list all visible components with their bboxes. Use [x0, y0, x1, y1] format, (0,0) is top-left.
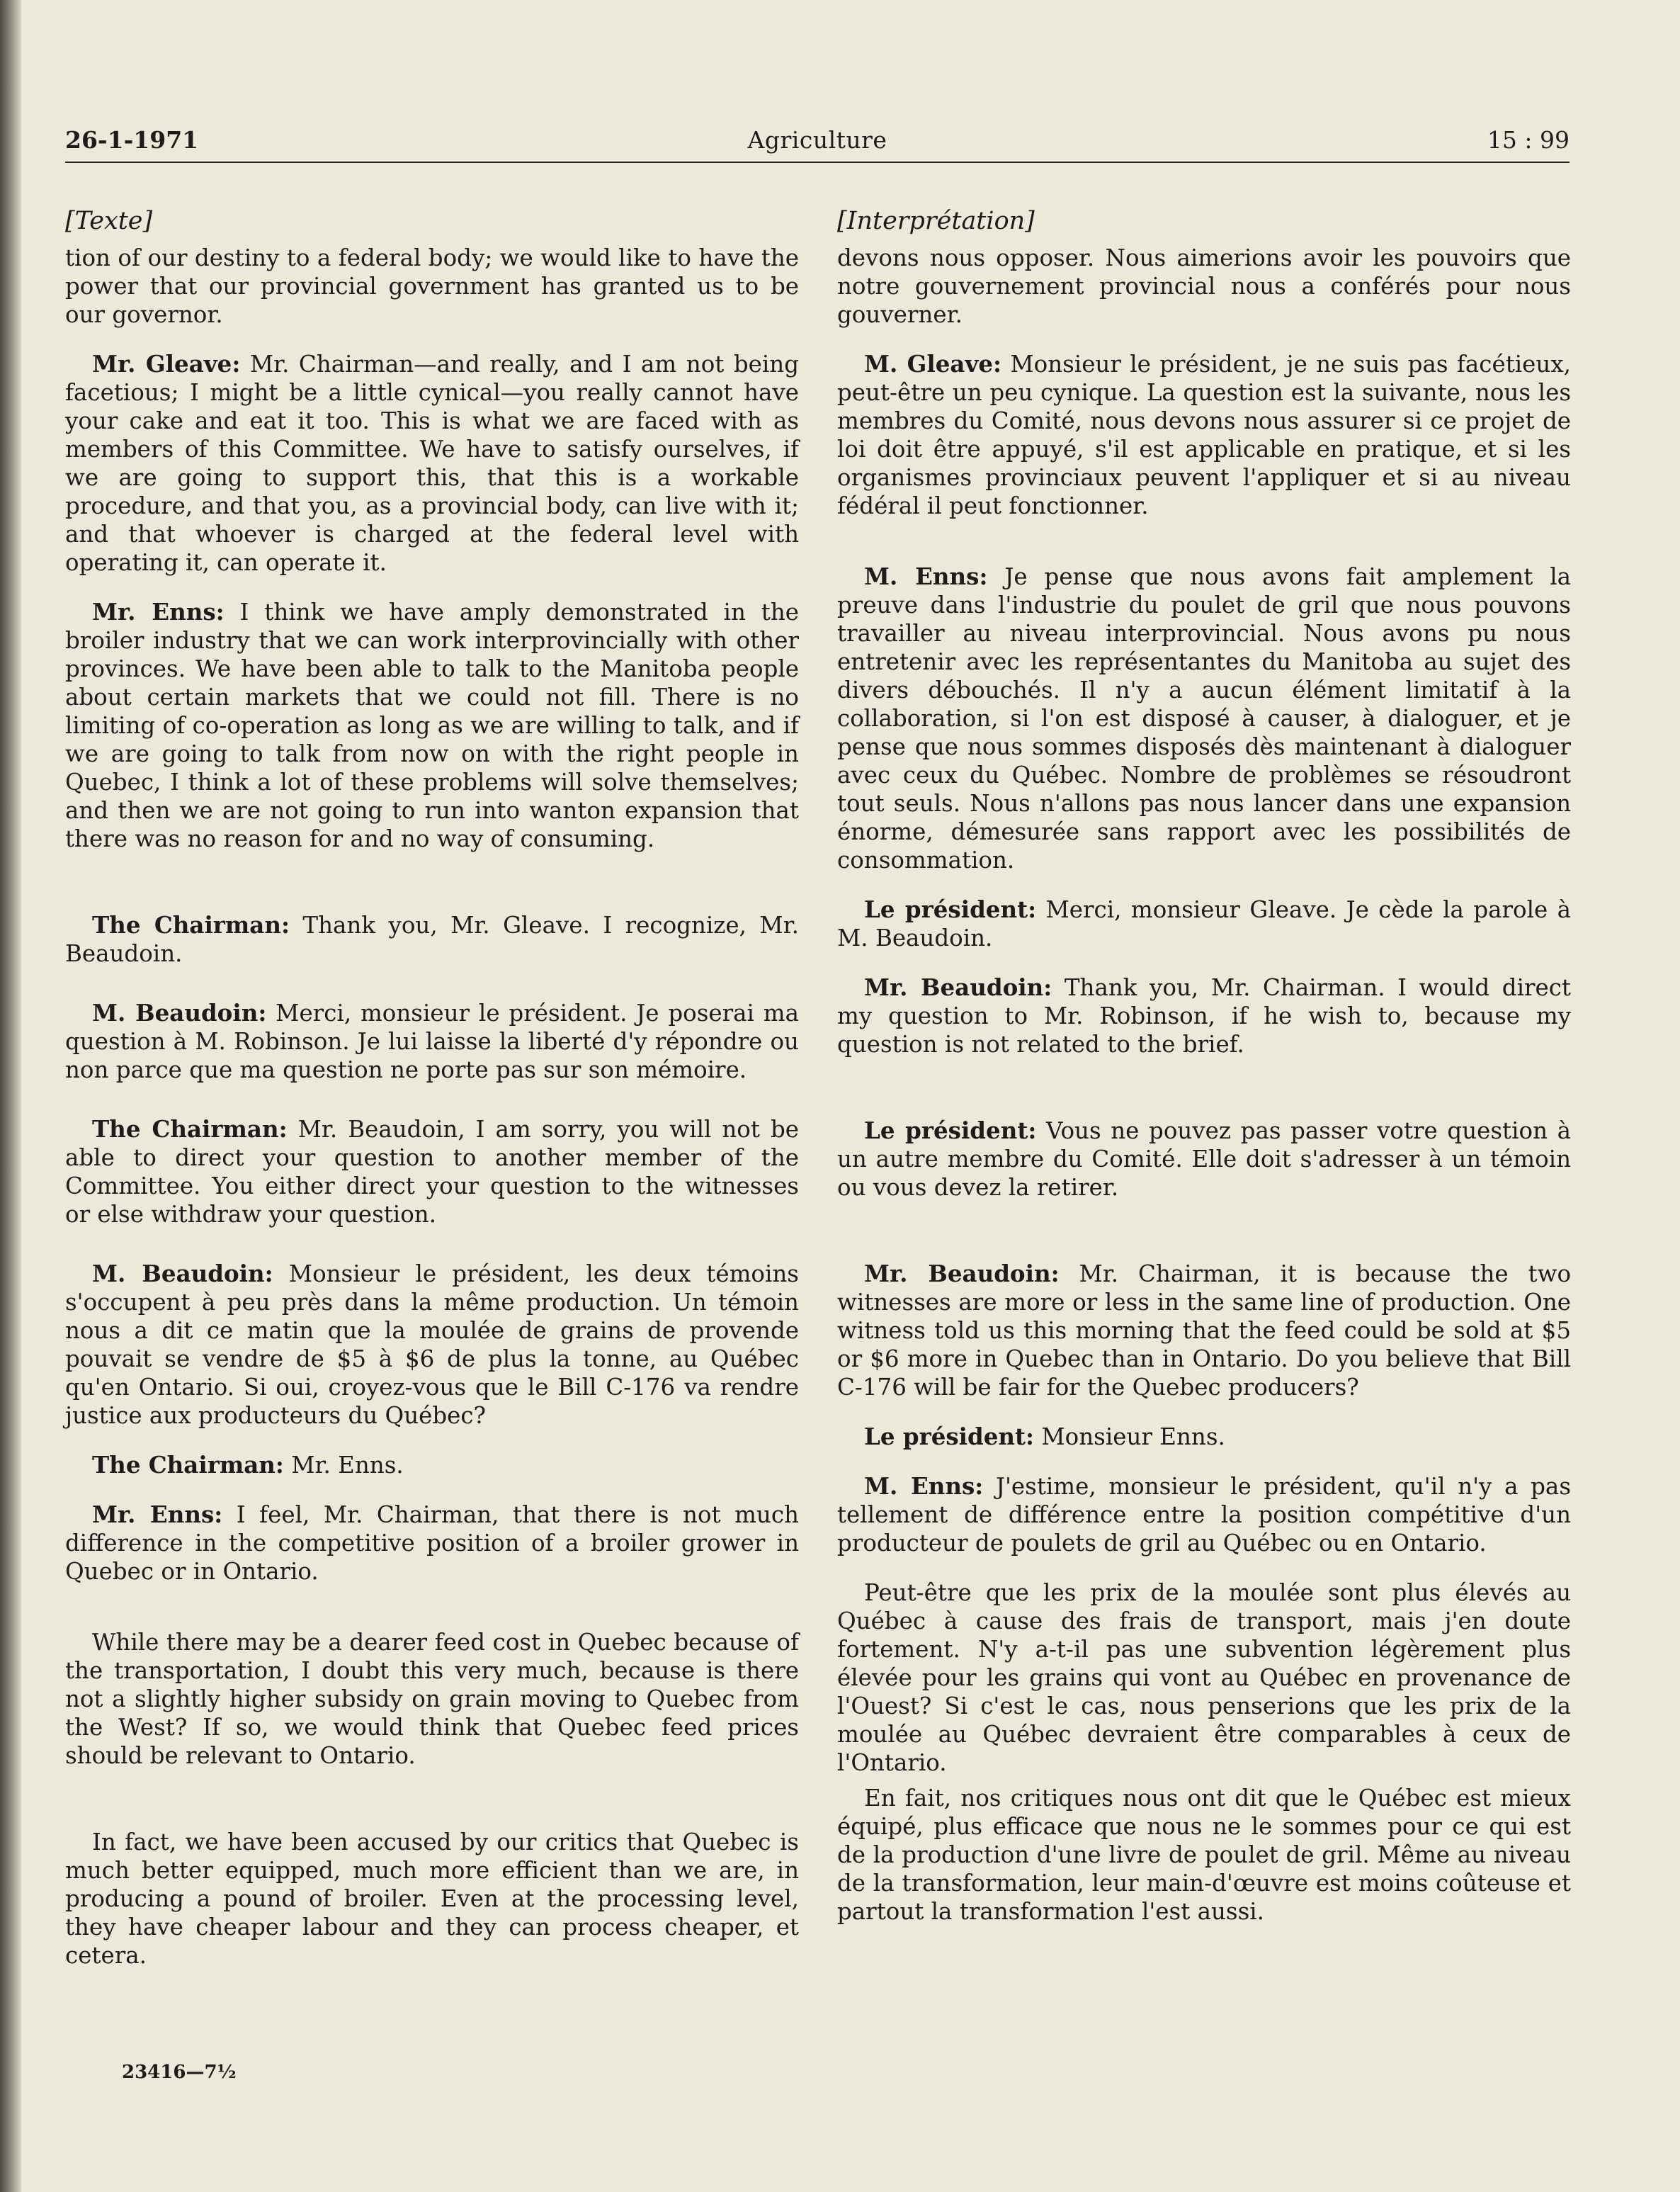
speaker-name: Le président:: [864, 1117, 1037, 1144]
speaker-name: Mr. Gleave:: [92, 350, 241, 378]
header-page-number: 15 : 99: [1487, 126, 1570, 154]
speaker-name: Mr. Enns:: [92, 1501, 223, 1528]
left-paragraph-4: [65, 999, 799, 1084]
speech-text: Mr. Beaudoin, I am sorry, you will not be able to direct your question to another member of the Committee. You either direct your question to the witnesses or else withdraw your question.: [65, 1116, 799, 1228]
right-paragraph-4: [837, 973, 1571, 1058]
right-paragraph-5: [837, 1117, 1571, 1202]
page-binding-edge: [0, 0, 21, 2192]
left-paragraph-7: [65, 1451, 799, 1479]
right-paragraph-8: [837, 1472, 1571, 1557]
speaker-name: The Chairman:: [92, 1451, 284, 1479]
right-paragraph-9: Peut-être que les prix de la moulée sont plus élevés au Québec à cause des frais de transport, mais j'en doute fortement. N'y a-t-il pas une subvention légèrement plus élevée pour les grains qui vont au Québec en provenance de l'Ouest? Si c'est le cas, nous penserions que les prix de la moulée au Québec devraient être comparables à ceux de l'Ontario.: [837, 1579, 1571, 1776]
speaker-name: M. Beaudoin:: [92, 1260, 273, 1287]
right-column: [837, 207, 1571, 1926]
speaker-name: Mr. Beaudoin:: [864, 973, 1052, 1001]
speaker-name: M. Gleave:: [864, 350, 1002, 378]
speech-text: Mr. Chairman—and really, and I am not being facetious; I might be a little cynical—you really cannot have your cake and eat it too. This is what we are faced with as members of this Committee. We have to satisfy ourselves, if we are going to support this, that this is a workable procedure, and that you, as a provincial body, can live with it; and that whoever is charged at the federal level with operating it, can operate it.: [65, 351, 800, 576]
left-column: [65, 207, 799, 1970]
speech-text: Merci, monsieur Gleave. Je cède la parole à M. Beaudoin.: [837, 896, 1571, 951]
document-page: [65, 120, 1570, 2175]
footer-print-code: 23416—7½: [122, 2062, 237, 2083]
header-rule: [65, 162, 1570, 163]
speech-text: Mr. Enns.: [283, 1452, 404, 1479]
header-date: 26-1-1971: [65, 126, 199, 154]
left-paragraph-2: [65, 598, 799, 853]
speech-text: Monsieur Enns.: [1034, 1423, 1225, 1450]
header-section-title: Agriculture: [747, 126, 887, 154]
speaker-name: M. Beaudoin:: [92, 999, 267, 1027]
left-paragraph-10: In fact, we have been accused by our critics that Quebec is much better equipped, much more efficient than we are, in producing a pound of broiler. Even at the processing level, they have cheaper labour and they can process cheaper, et cetera.: [65, 1829, 799, 1969]
speech-text: Thank you, Mr. Chairman. I would direct my question to Mr. Robinson, if he wish to, because my question is not related to the brief.: [837, 974, 1571, 1058]
speech-text: I think we have amply demonstrated in the broiler industry that we can work interprovincially with other provinces. We have been able to talk to the Manitoba people about certain markets that we could not fill. There is no limiting of co-operation as long as we are willing to talk, and if we are going to talk from now on with the right people in Quebec, I think a lot of these problems will solve themselves; and then we are not going to run into wanton expansion that there was no reason for and no way of consuming.: [65, 599, 799, 852]
right-paragraph-10: En fait, nos critiques nous ont dit que le Québec est mieux équipé, plus efficace que nous ne le sommes pour ce qui est de la production d'une livre de poulet de gril. Même au niveau de la transformation, leur main-d'œuvre est moins coûteuse et partout la transformation l'est aussi.: [837, 1785, 1571, 1925]
left-paragraph-3: [65, 911, 799, 968]
speaker-name: The Chairman:: [92, 911, 290, 939]
speech-text: Vous ne pouvez pas passer votre question à un autre membre du Comité. Elle doit s'adresser à un témoin ou vous devez la retirer.: [837, 1117, 1571, 1201]
speaker-name: Le président:: [864, 896, 1037, 923]
right-paragraph-7: [837, 1423, 1571, 1451]
left-paragraph-1: [65, 350, 799, 577]
speech-text: I feel, Mr. Chairman, that there is not much difference in the competitive position of a broiler grower in Quebec or in Ontario.: [65, 1501, 799, 1585]
speech-text: Monsieur le président, les deux témoins s'occupent à peu près dans la même production. Un témoin nous a dit ce matin que la moulée de grains de provende pouvait se vendre de $5 à $6 de plus la tonne, au Québec qu'en Ontario. Si oui, croyez-vous que le Bill C-176 va rendre justice aux producteurs du Québec?: [65, 1260, 799, 1429]
right-column-label: [Interprétation]: [837, 207, 1035, 235]
right-paragraph-2: [837, 563, 1571, 874]
left-column-label: [Texte]: [65, 207, 153, 235]
speaker-name: The Chairman:: [92, 1115, 288, 1143]
speaker-name: Mr. Enns:: [92, 598, 225, 626]
right-paragraph-3: [837, 896, 1571, 952]
left-paragraph-8: [65, 1501, 799, 1586]
left-paragraph-0: tion of our destiny to a federal body; we would like to have the power that our provincial government has granted us to be our governor.: [65, 244, 799, 328]
speech-text: Je pense que nous avons fait amplement la preuve dans l'industrie du poulet de gril que nous pouvons travailler au niveau interprovincial. Nous avons pu nous entretenir avec les représentantes du Manitoba au sujet des divers débouchés. Il n'y a aucun élément limitatif à la collaboration, si l'on est disposé à causer, à dialoguer, et je pense que nous sommes disposés dès maintenant à dialoguer avec ceux du Québec. Nombre de problèmes se résoudront tout seuls. Nous n'allons pas nous lancer dans une expansion énorme, démesurée sans rapport avec les possibilités de consommation.: [837, 563, 1571, 874]
right-paragraph-1: [837, 350, 1571, 520]
speech-text: Merci, monsieur le président. Je poserai ma question à M. Robinson. Je lui laisse la liberté d'y répondre ou non parce que ma question ne porte pas sur son mémoire.: [65, 1000, 799, 1083]
left-paragraph-9: While there may be a dearer feed cost in Quebec because of the transportation, I doubt this very much, because is there not a slightly higher subsidy on grain moving to Quebec from the West? If so, we would think that Quebec feed prices should be relevant to Ontario.: [65, 1629, 799, 1769]
speech-text: Mr. Chairman, it is because the two witnesses are more or less in the same line of production. One witness told us this morning that the feed could be sold at $5 or $6 more in Quebec than in Ontario. Do you believe that Bill C-176 will be fair for the Quebec producers?: [837, 1260, 1572, 1401]
right-paragraph-6: [837, 1260, 1571, 1401]
left-paragraph-5: [65, 1115, 799, 1228]
speaker-name: Mr. Beaudoin:: [864, 1260, 1060, 1287]
running-header: [65, 120, 1570, 159]
speaker-name: M. Enns:: [864, 1472, 984, 1500]
left-paragraph-6: [65, 1260, 799, 1430]
right-paragraph-0: devons nous opposer. Nous aimerions avoir les pouvoirs que notre gouvernement provincial nous a conférés pour nous gouverner.: [837, 244, 1571, 328]
speaker-name: M. Enns:: [864, 563, 988, 590]
speaker-name: Le président:: [864, 1423, 1035, 1450]
speech-text: Monsieur le président, je ne suis pas facétieux, peut-être un peu cynique. La question est la suivante, nous les membres du Comité, nous devons nous assurer si ce projet de loi doit être appuyé, s'il est applicable en pratique, et si les organismes provinciaux peuvent l'appliquer et si au niveau fédéral il peut fonctionner.: [837, 351, 1571, 519]
speech-text: J'estime, monsieur le président, qu'il n'y a pas tellement de différence entre la position compétitive d'un producteur de poulets de gril au Québec ou en Ontario.: [837, 1473, 1571, 1557]
speech-text: Thank you, Mr. Gleave. I recognize, Mr. Beaudoin.: [65, 912, 799, 967]
